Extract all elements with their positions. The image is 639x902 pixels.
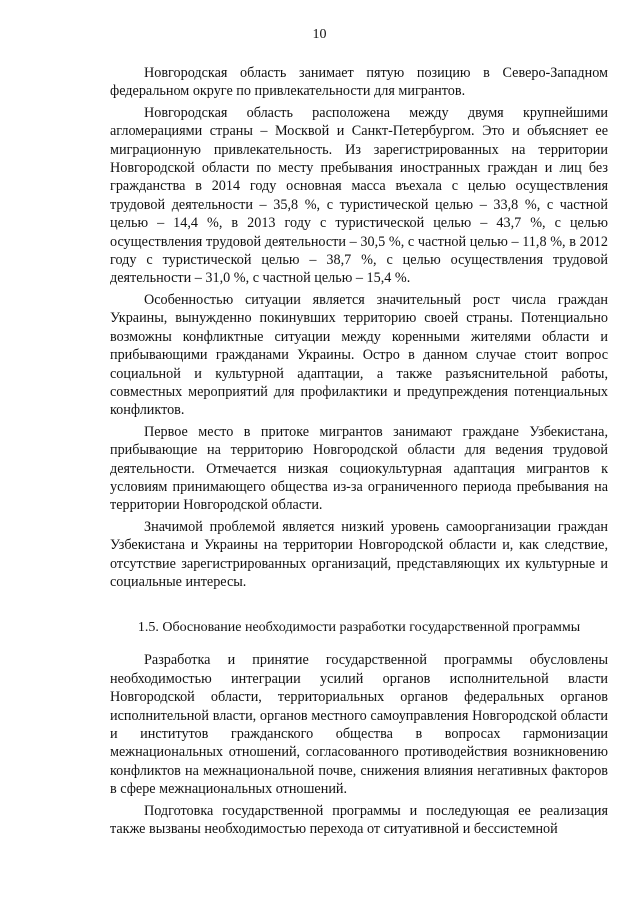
- paragraph: Подготовка государственной программы и последующая ее реализация также вызваны необходимостью перехода от ситуативной и бессистемной: [110, 802, 608, 838]
- paragraph: Разработка и принятие государственной программы обусловлены необходимостью интеграции усилий органов исполнительной власти Новгородской области, территориальных органов федеральных органов исполнительной власти, органов местного самоуправления Новгородской области и институтов гражданского общества в вопросах гармонизации межнациональных отношений, согласованного противодействия возникновению конфликтов на межнациональной почве, снижения влияния негативных факторов в сфере межнациональных отношений.: [110, 652, 608, 798]
- section-heading: 1.5. Обоснование необходимости разработки государственной программы: [137, 620, 581, 636]
- paragraph: Особенностью ситуации является значительный рост числа граждан Украины, вынужденно покинувших территорию своей страны. Потенциально возможны конфликтные ситуации между коренными жителями области и прибывающими гражданами Украины. Остро в данном случае стоит вопрос социальной и культурной адаптации, а также разъяснительной работы, совместных мероприятий для профилактики и предупреждения потенциальных конфликтов.: [110, 291, 608, 419]
- document-body: [110, 64, 608, 838]
- paragraph: Значимой проблемой является низкий уровень самоорганизации граждан Узбекистана и Украины на территории Новгородской области и, как следствие, отсутствие зарегистрированных организаций, представляющих их культурные и социальные интересы.: [110, 518, 608, 590]
- paragraph: Первое место в притоке мигрантов занимают граждане Узбекистана, прибывающие на территорию Новгородской области для ведения трудовой деятельности. Отмечается низкая социокультурная адаптация мигрантов к условиям принимающего общества из-за ограниченного периода пребывания на территории Новгородской области.: [110, 423, 608, 514]
- page-number: 10: [312, 27, 327, 42]
- paragraph: Новгородская область занимает пятую позицию в Северо-Западном федеральном округе по привлекательности для мигрантов.: [110, 65, 608, 100]
- paragraph: Новгородская область расположена между двумя крупнейшими агломерациями страны – Москвой и Санкт-Петербургом. Это и объясняет ее миграционную привлекательность. Из зарегистрированных на территории Новгородской области по месту пребывания иностранных граждан и лиц без гражданства в 2014 году основная масса въехала с целью осуществления трудовой деятельности – 35,8 %, с туристической целью – 33,8 %, с частной целью – 14,4 %, в 2013 году с туристической целью – 43,7 %, с целью осуществления трудовой деятельности – 30,5 %, с частной целью – 11,8 %, в 2012 году с туристической целью – 38,7 %, с целью осуществления трудовой деятельности – 31,0 %, с частной целью – 15,4 %.: [110, 104, 608, 287]
